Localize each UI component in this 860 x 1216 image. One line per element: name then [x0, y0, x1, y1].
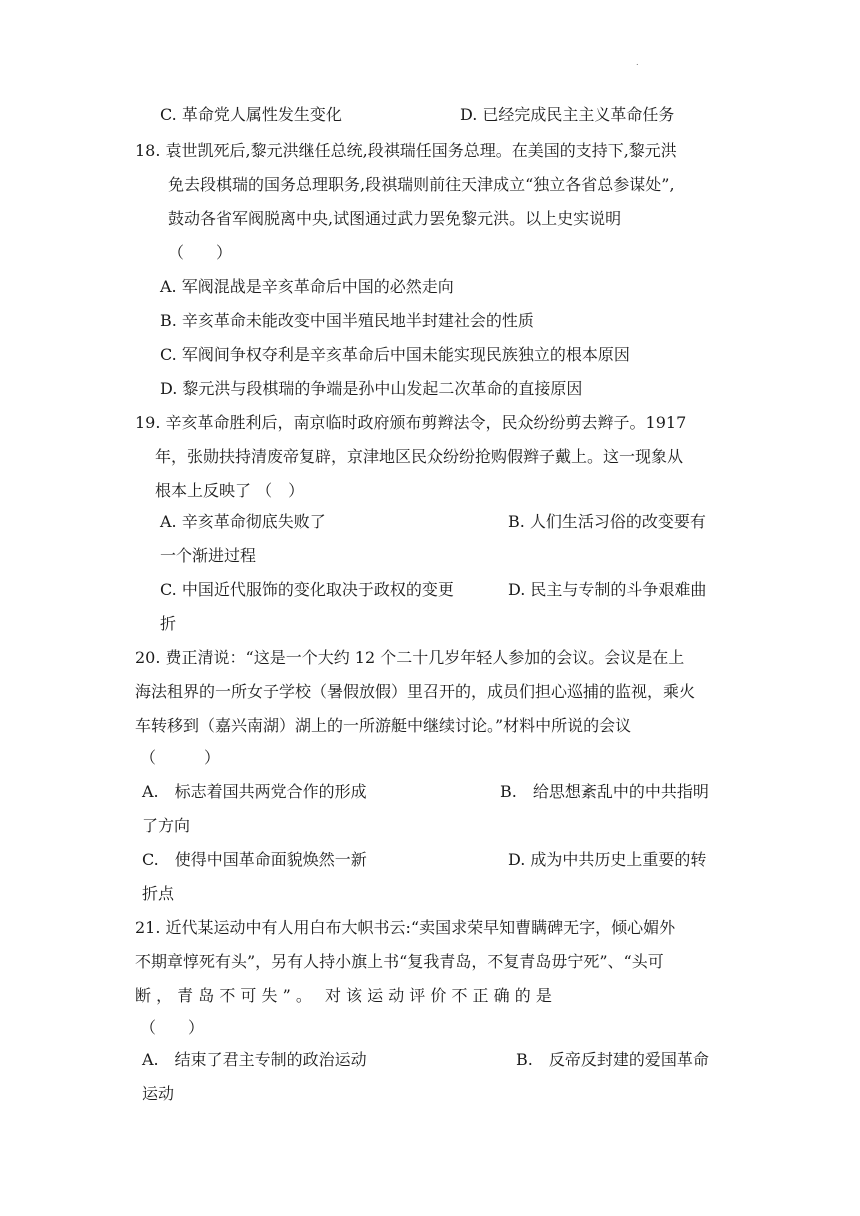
- q19-option-b: B. 人们生活习俗的改变要有: [508, 512, 706, 531]
- q19-option-a: A. 辛亥革命彻底失败了: [160, 512, 326, 531]
- q17-option-c: C. 革命党人属性发生变化: [160, 105, 342, 124]
- q20-option-b-continued: 了方向: [142, 816, 191, 835]
- q19-stem-line-1: 19. 辛亥革命胜利后，南京临时政府颁布剪辫法令，民众纷纷剪去辫子。1917: [135, 413, 687, 432]
- q19-option-c: C. 中国近代服饰的变化取决于政权的变更: [160, 580, 454, 599]
- q19-stem-line-3: 根本上反映了 （ ）: [155, 481, 305, 500]
- q20-stem-line-1: 20. 费正清说：“这是一个大约 12 个二十几岁年轻人参加的会议。会议是在上: [135, 648, 685, 667]
- q21-option-b: B. 反帝反封建的爱国革命: [516, 1050, 709, 1069]
- q21-option-b-continued: 运动: [142, 1084, 175, 1103]
- q18-option-b: B. 辛亥革命未能改变中国半殖民地半封建社会的性质: [160, 311, 534, 330]
- q21-stem-line-2: 不期章惇死有头”，另有人持小旗上书“复我青岛，不复青岛毋宁死”、“头可: [135, 952, 664, 971]
- q20-option-c: C. 使得中国革命面貌焕然一新: [142, 850, 367, 869]
- q20-stem-line-3: 车转移到（嘉兴南湖）湖上的一所游艇中继续讨论。”材料中所说的会议: [135, 716, 632, 735]
- q20-option-d-continued: 折点: [142, 884, 175, 903]
- q20-option-b: B. 给思想紊乱中的中共指明: [500, 782, 709, 801]
- q18-option-c: C. 军阀间争权夺利是辛亥革命后中国未能实现民族独立的根本原因: [160, 345, 630, 364]
- q20-answer-bracket: （ ）: [140, 748, 221, 767]
- q18-stem-line-1: 18. 袁世凯死后,黎元洪继任总统,段祺瑞任国务总理。在美国的支持下,黎元洪: [135, 141, 677, 160]
- q19-stem-line-2: 年，张勋扶持清废帝复辟，京津地区民众纷纷抢购假辫子戴上。这一现象从: [155, 447, 684, 466]
- q21-stem-line-3: 断 ， 青 岛 不 可 失 ” 。 对 该 运 动 评 价 不 正 确 的 是: [135, 986, 552, 1005]
- q20-option-d: D. 成为中共历史上重要的转: [508, 850, 707, 869]
- q17-option-d: D. 已经完成民主主义革命任务: [460, 105, 675, 124]
- q19-option-d: D. 民主与专制的斗争艰难曲: [508, 580, 707, 599]
- q18-answer-bracket: （ ）: [168, 243, 233, 262]
- q21-option-a: A. 结束了君主专制的政治运动: [142, 1050, 367, 1069]
- q19-option-b-continued: 一个渐进过程: [160, 546, 257, 565]
- q20-option-a: A. 标志着国共两党合作的形成: [142, 782, 367, 801]
- q21-answer-bracket: （ ）: [140, 1018, 205, 1037]
- q19-option-d-continued: 折: [160, 614, 177, 633]
- q18-stem-line-3: 鼓动各省军阀脱离中央,试图通过武力罢免黎元洪。以上史实说明: [168, 209, 622, 228]
- q18-option-d: D. 黎元洪与段棋瑞的争端是孙中山发起二次革命的直接原因: [160, 379, 583, 398]
- q18-stem-line-2: 免去段棋瑞的国务总理职务,段祺瑞则前往天津成立“独立各省总参谋处”,: [168, 175, 675, 194]
- q21-stem-line-1: 21. 近代某运动中有人用白布大帜书云:“卖国求荣早知曹瞒碑无字，倾心媚外: [135, 918, 676, 937]
- q18-option-a: A. 军阀混战是辛亥革命后中国的必然走向: [160, 277, 454, 296]
- q20-stem-line-2: 海法租界的一所女子学校（暑假放假）里召开的，成员们担心巡捕的监视，乘火: [135, 682, 696, 701]
- page-mark: .: [636, 58, 639, 67]
